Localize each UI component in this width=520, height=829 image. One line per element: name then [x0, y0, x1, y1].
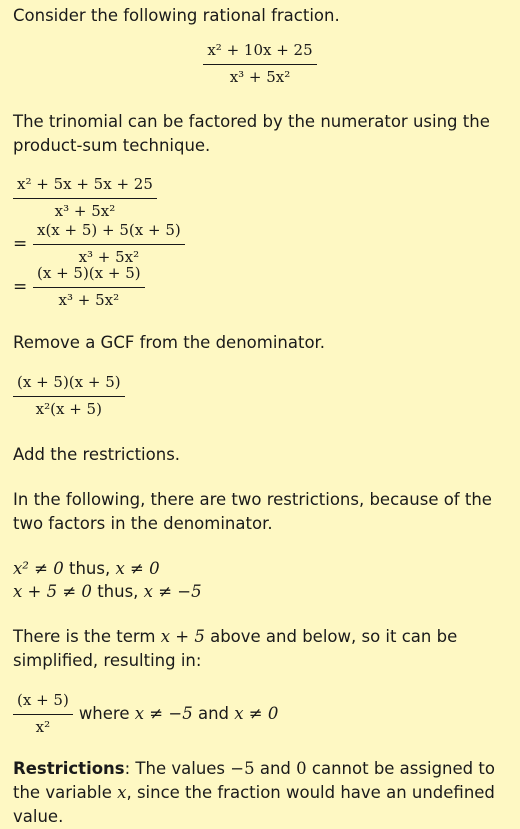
final-result	[13, 690, 278, 739]
factored-numerator: (x + 5)(x + 5)	[13, 372, 125, 397]
step-1	[13, 174, 157, 223]
original-fraction	[13, 40, 507, 89]
add-restrictions-text: Add the restrictions.	[13, 445, 181, 464]
intro-text: Consider the following rational fraction.	[13, 6, 340, 25]
and-text: and	[197, 704, 229, 724]
step2-denominator: x³ + 5x²	[78, 247, 140, 266]
step3-denominator: x³ + 5x²	[58, 290, 120, 309]
step2-numerator: x(x + 5) + 5(x + 5)	[33, 220, 185, 245]
simplify-text: There is the term x + 5 above and below, so it can be simplified, resulting in:	[13, 627, 458, 670]
equals-sign: =	[13, 233, 28, 254]
restriction-1	[13, 557, 160, 581]
restriction2-thus: thus,	[97, 582, 139, 601]
restrictions-label: Restrictions	[13, 759, 125, 778]
where-text: where	[78, 704, 130, 724]
conclusion-text: Restrictions: The values −5 and 0 cannot be assigned to the variable x, since the fraction would have an undefined value.	[13, 759, 495, 826]
step3-numerator: (x + 5)(x + 5)	[33, 263, 145, 288]
fraction-numerator: x² + 10x + 25	[203, 40, 316, 65]
restriction1-expr: x² ≠ 0	[13, 559, 64, 578]
restriction1-result: x ≠ 0	[115, 559, 160, 578]
final-condition-1: x ≠ −5	[134, 704, 193, 724]
factored-fraction	[13, 372, 125, 421]
fraction-denominator: x³ + 5x²	[229, 67, 291, 86]
final-denominator: x²	[35, 717, 51, 736]
simplify-term: x + 5	[160, 627, 205, 646]
equals-sign: =	[13, 276, 28, 297]
final-condition-2: x ≠ 0	[234, 704, 279, 724]
restriction-2	[13, 580, 202, 604]
two-restrictions-text: In the following, there are two restrictions, because of the two factors in the denominator.	[13, 490, 492, 533]
step-2	[13, 220, 185, 269]
restriction2-result: x ≠ −5	[143, 582, 202, 601]
final-numerator: (x + 5)	[13, 690, 73, 715]
restriction2-expr: x + 5 ≠ 0	[13, 582, 92, 601]
step1-numerator: x² + 5x + 5x + 25	[13, 174, 157, 199]
trinomial-text: The trinomial can be factored by the numerator using the product-sum technique.	[13, 112, 490, 155]
factored-denominator: x²(x + 5)	[35, 399, 102, 418]
step1-denominator: x³ + 5x²	[54, 201, 116, 220]
gcf-text: Remove a GCF from the denominator.	[13, 333, 326, 352]
restriction1-thus: thus,	[68, 559, 111, 578]
step-3	[13, 263, 145, 312]
